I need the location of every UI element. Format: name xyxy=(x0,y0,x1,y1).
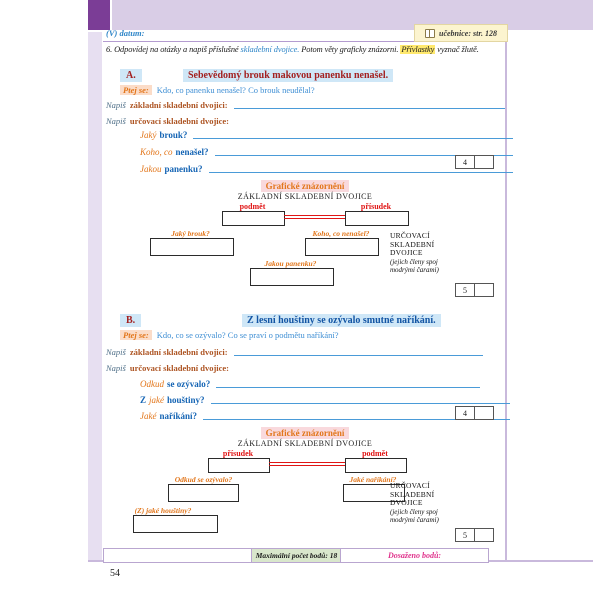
diagram-a xyxy=(103,202,507,302)
question-row xyxy=(103,130,544,140)
section-b-label: B. xyxy=(120,314,141,327)
question-rest: brouk? xyxy=(159,130,188,140)
corner-decoration xyxy=(88,0,110,30)
question-rest: nenašel? xyxy=(175,147,209,157)
diagram-question-left: Jaký brouk? xyxy=(171,229,210,238)
task-highlight: Přívlastky xyxy=(401,45,435,54)
task-text-3: vyznač žlutě. xyxy=(435,45,479,54)
points-box xyxy=(455,283,494,297)
points-value: 4 xyxy=(455,406,475,420)
task-text-2: Potom věty graficky znázorni. xyxy=(299,45,401,54)
write-phrase: základní skladební dvojici: xyxy=(129,347,228,357)
section-a-title-row xyxy=(103,69,507,82)
section-a-label: A. xyxy=(120,69,142,82)
diagram-answer-box[interactable] xyxy=(150,238,234,256)
note-line: (jejich členy spoj xyxy=(390,257,438,266)
note-line: DVOJICE xyxy=(390,498,423,507)
subject-label: podmět xyxy=(239,202,266,211)
answer-line[interactable] xyxy=(216,379,480,388)
footer-empty-box[interactable] xyxy=(103,548,253,563)
top-band xyxy=(112,0,593,30)
ask-row xyxy=(103,330,524,340)
question-row xyxy=(103,379,544,389)
note-line: modrými čarami) xyxy=(390,266,439,274)
question-rest: houštiny? xyxy=(167,395,205,405)
determining-pairs-note xyxy=(390,232,470,275)
answer-line[interactable] xyxy=(234,100,505,109)
diagram-question-right: Koho, co nenašel? xyxy=(312,229,370,238)
write-verb: Napiš xyxy=(106,347,126,357)
achieved-points-text: Dosaženo bodů: xyxy=(387,551,442,560)
ask-row xyxy=(103,85,524,95)
note-line: URČOVACÍ xyxy=(390,231,430,240)
achieved-points-box[interactable] xyxy=(340,548,489,563)
question-pre: Z xyxy=(140,395,147,405)
note-line: DVOJICE xyxy=(390,248,423,257)
write-phrase: určovací skladební dvojice: xyxy=(129,363,230,373)
ask-question: Kdo, co se ozývalo? Co se praví o podmětu naříkání? xyxy=(156,330,339,340)
page-number: 54 xyxy=(110,568,120,579)
diagram-answer-box[interactable] xyxy=(250,268,334,286)
predicate-label: přísudek xyxy=(360,202,392,211)
section-b xyxy=(103,311,507,551)
question-rest: naříkání? xyxy=(159,411,197,421)
predicate-label: přísudek xyxy=(222,449,254,458)
textbook-reference xyxy=(414,24,508,42)
section-b-sentence: Z lesní houštiny se ozývalo smutné naříkání. xyxy=(242,314,441,327)
write-phrase: určovací skladební dvojice: xyxy=(129,116,230,126)
points-value: 5 xyxy=(455,528,475,542)
predicate-box[interactable] xyxy=(345,211,409,226)
answer-line[interactable] xyxy=(193,130,513,139)
points-earned-cell[interactable] xyxy=(474,155,494,169)
points-value: 4 xyxy=(455,155,475,169)
note-line: modrými čarami) xyxy=(390,516,439,524)
points-earned-cell[interactable] xyxy=(474,406,494,420)
points-box xyxy=(455,406,494,420)
diagram-answer-box[interactable] xyxy=(133,515,218,533)
left-margin-strip xyxy=(88,32,102,561)
graphic-subtitle: ZÁKLADNÍ SKLADEBNÍ DVOJICE xyxy=(237,192,373,201)
write-verb: Napiš xyxy=(106,116,126,126)
question-rest: panenku? xyxy=(164,164,203,174)
write-phrase: základní skladební dvojici: xyxy=(129,100,228,110)
write-verb: Napiš xyxy=(106,363,126,373)
textbook-ref-text: učebnice: str. 128 xyxy=(439,28,497,38)
points-earned-cell[interactable] xyxy=(474,528,494,542)
write-det-row xyxy=(103,116,510,126)
points-box xyxy=(455,155,494,169)
question-word: Odkud xyxy=(140,379,164,389)
double-line xyxy=(284,215,345,219)
question-rest: se ozývalo? xyxy=(167,379,211,389)
write-basic-row xyxy=(103,347,510,357)
task-term: skladební dvojice. xyxy=(240,45,300,54)
section-a-sentence: Sebevědomý brouk makovou panenku nenašel. xyxy=(183,69,393,82)
points-value: 5 xyxy=(455,283,475,297)
diagram-question-left: Odkud se ozývalo? xyxy=(174,475,233,484)
graphic-title-text: Grafické znázornění xyxy=(261,180,350,192)
question-word: Jakou xyxy=(140,164,162,174)
subject-box[interactable] xyxy=(345,458,407,473)
points-earned-cell[interactable] xyxy=(474,283,494,297)
ask-label: Ptej se: xyxy=(120,85,152,95)
ask-question: Kdo, co panenku nenašel? Co brouk neudělal? xyxy=(156,85,315,95)
note-line: (jejich členy spoj xyxy=(390,507,438,516)
book-icon xyxy=(425,29,435,38)
task-text-1: 6. Odpovídej na otázky a napiš příslušné xyxy=(106,45,241,54)
graphic-subtitle: ZÁKLADNÍ SKLADEBNÍ DVOJICE xyxy=(237,439,373,448)
note-line: URČOVACÍ xyxy=(390,481,430,490)
diagram-question-right: Jaké naříkání? xyxy=(349,475,397,484)
note-line: SKLADEBNÍ xyxy=(390,239,435,249)
section-a xyxy=(103,66,507,311)
question-word: Jaké xyxy=(140,411,157,421)
question-row xyxy=(103,395,544,405)
question-word: Koho, co xyxy=(140,147,173,157)
ask-label: Ptej se: xyxy=(120,330,152,340)
write-basic-row xyxy=(103,100,510,110)
diagram-answer-box[interactable] xyxy=(305,238,379,256)
write-verb: Napiš xyxy=(106,100,126,110)
subject-label: podmět xyxy=(362,449,388,458)
question-word: Jaký xyxy=(140,130,157,140)
max-points-box xyxy=(251,548,342,563)
double-line xyxy=(269,462,345,466)
subject-box[interactable] xyxy=(222,211,285,226)
max-points-text: Maximální počet bodů: 18 xyxy=(255,551,338,560)
diagram-question-bottom: (Z) jaké houštiny? xyxy=(134,506,192,515)
points-box xyxy=(455,528,494,542)
graphic-title-text: Grafické znázornění xyxy=(261,427,350,439)
answer-line[interactable] xyxy=(234,347,483,356)
determining-pairs-note xyxy=(390,482,470,525)
diagram-answer-box[interactable] xyxy=(168,484,239,502)
question-word: jaké xyxy=(149,395,165,405)
answer-line[interactable] xyxy=(211,395,510,404)
predicate-box[interactable] xyxy=(208,458,270,473)
note-line: SKLADEBNÍ xyxy=(390,489,435,499)
diagram-question-center: Jakou panenku? xyxy=(264,259,317,268)
date-label[interactable]: (V) datum: xyxy=(106,28,145,38)
task-instruction xyxy=(106,45,479,54)
write-det-row xyxy=(103,363,510,373)
diagram-b xyxy=(103,449,507,549)
section-b-title-row xyxy=(103,314,507,327)
